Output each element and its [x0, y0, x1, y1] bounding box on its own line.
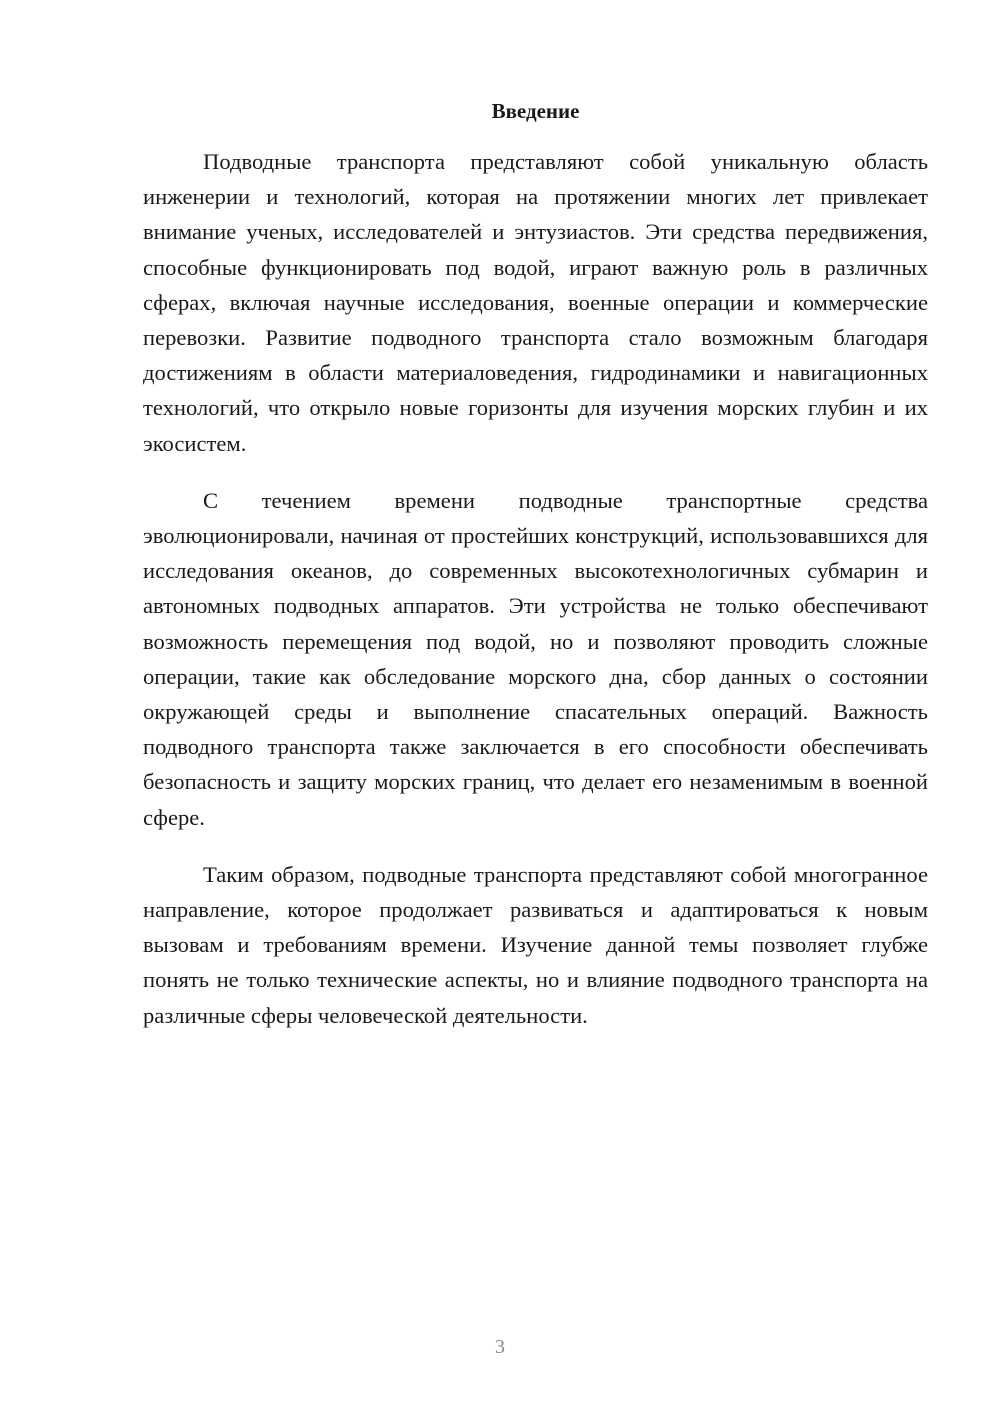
paragraph-2: С течением времени подводные транспортные средства эволюционировали, начиная от простейших конструкций, использовавшихся для исследования океанов, до современных высокотехнологичных субмарин и автономных подводных аппаратов. Эти устройства не только обеспечивают возможность перемещения под водой, но и позволяют проводить сложные операции, такие как обследование морского дна, сбор данных о состоянии окружающей среды и выполнение спасательных операций. Важность подводного транспорта также заключается в его способности обеспечивать безопасность и защиту морских границ, что делает его незаменимым в военной сфере. [143, 487, 928, 830]
body-text [143, 144, 928, 1055]
paragraph-3: Таким образом, подводные транспорта представляют собой многогранное направление, которое продолжает развиваться и адаптироваться к новым вызовам и требованиям времени. Изучение данной темы позволяет глубже понять не только технические аспекты, но и влияние подводного транспорта на различные сферы человеческой деятельности. [143, 861, 928, 1028]
paragraph-1: Подводные транспорта представляют собой уникальную область инженерии и технологий, которая на протяжении многих лет привлекает внимание ученых, исследователей и энтузиастов. Эти средства передвижения, способные функционировать под водой, играют важную роль в различных сферах, включая научные исследования, военные операции и коммерческие перевозки. Развитие подводного транспорта стало возможным благодаря достижениям в области материаловедения, гидродинамики и навигационных технологий, что открыло новые горизонты для изучения морских глубин и их экосистем. [143, 149, 928, 456]
page-number: 3 [495, 1336, 505, 1358]
page-title: Введение [491, 99, 580, 123]
